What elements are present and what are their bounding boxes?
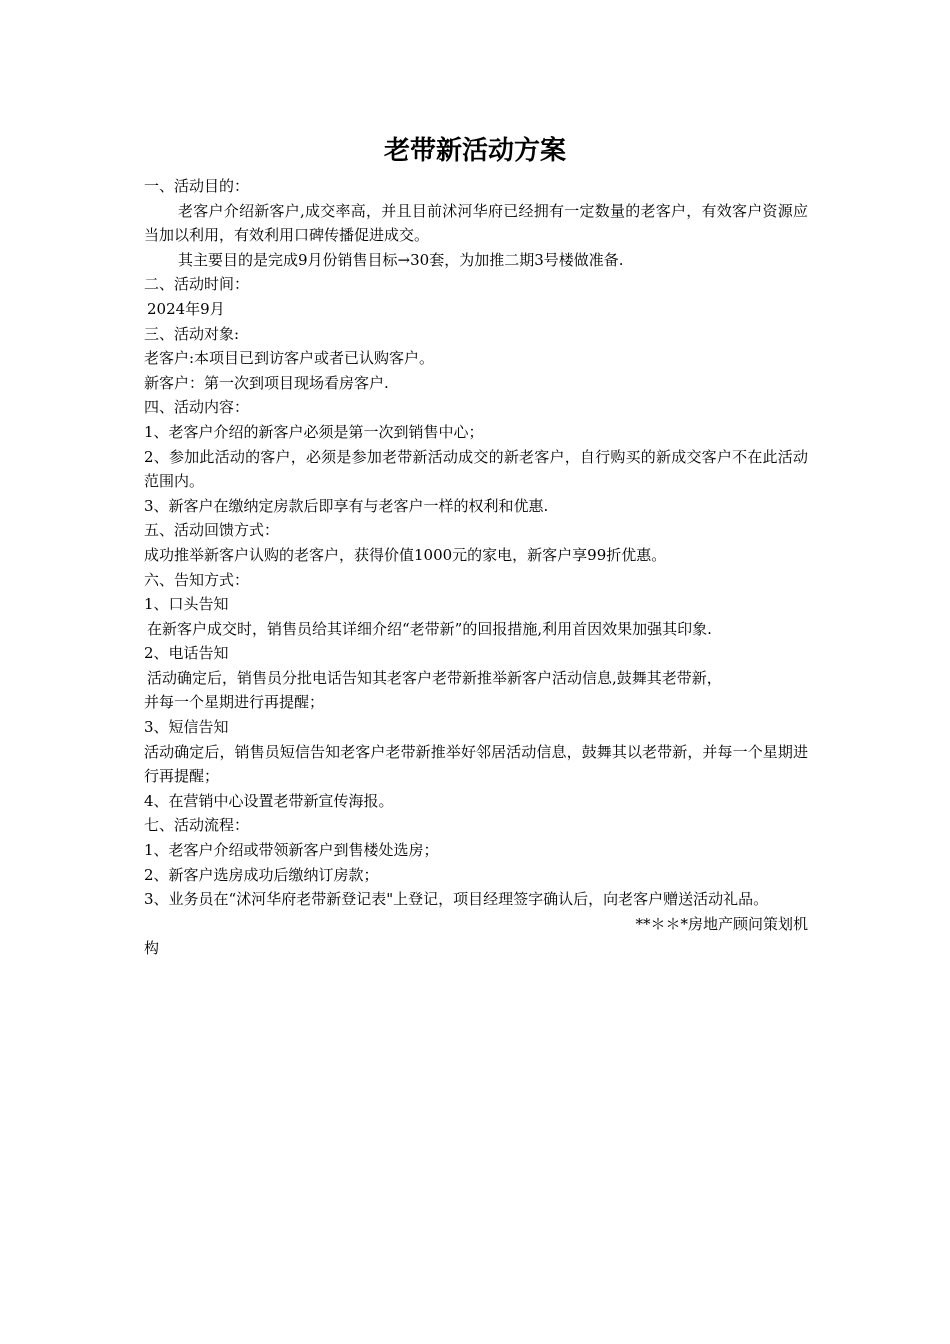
- subheading-sms-notice: 3、短信告知: [144, 718, 229, 737]
- section-heading-process: 七、活动流程：: [144, 816, 250, 835]
- list-item-content-3: 3、新客户在缴纳定房款后即享有与老客户一样的权利和优惠.: [144, 496, 549, 515]
- document-body: [144, 174, 808, 961]
- paragraph-new-customer: 新客户：第一次到项目现场看房客户.: [144, 373, 389, 392]
- section-heading-reward: 五、活动回馈方式：: [144, 521, 280, 540]
- list-item-process-2: 2、新客户选房成功后缴纳订房款；: [144, 865, 379, 884]
- section-heading-notice: 六、告知方式：: [144, 570, 250, 589]
- list-item-content-1: 1、老客户介绍的新客户必须是第一次到销售中心；: [144, 422, 484, 441]
- paragraph-old-customer: 老客户:本项目已到访客户或者已认购客户。: [144, 349, 435, 368]
- document-title: 老带新活动方案: [383, 136, 566, 166]
- paragraph-time: 2024年9月: [147, 299, 225, 318]
- subheading-phone-notice: 2、电话告知: [144, 644, 229, 663]
- list-item-content-2: 2、参加此活动的客户，必须是参加老带新活动成交的新老客户，自行购买的新成交客户不在此活动范围内。: [144, 447, 808, 491]
- list-item-process-3: 3、业务员在“沭河华府老带新登记表"上登记，项目经理签字确认后，向老客户赠送活动礼品。: [144, 890, 769, 909]
- paragraph-purpose-2: 其主要目的是完成9月份销售目标→30套，为加推二期3号楼做准备.: [178, 250, 624, 269]
- paragraph-phone-notice-2: 并每一个星期进行再提醒；: [144, 693, 325, 712]
- paragraph-sms-notice: 活动确定后，销售员短信告知老客户老带新推举好邻居活动信息，鼓舞其以老带新，并每一个星期进行再提醒；: [144, 742, 808, 786]
- paragraph-poster-notice: 4、在营销中心设置老带新宣传海报。: [144, 791, 394, 810]
- signature-organization: **＊＊*房地产顾问策划机: [635, 914, 808, 933]
- signature-organization-continued: 构: [144, 939, 160, 958]
- section-heading-purpose: 一、活动目的：: [144, 177, 250, 195]
- section-heading-target: 三、活动对象:: [144, 324, 240, 343]
- paragraph-purpose-1: 老客户介绍新客户,成交率高，并且目前沭河华府已经拥有一定数量的老客户，有效客户资源应当加以利用，有效利用口碑传播促进成交。: [144, 201, 808, 245]
- section-heading-time: 二、活动时间：: [144, 275, 250, 294]
- list-item-process-1: 1、老客户介绍或带领新客户到售楼处选房；: [144, 841, 439, 860]
- paragraph-phone-notice-1: 活动确定后，销售员分批电话告知其老客户老带新推举新客户活动信息,鼓舞其老带新，: [147, 668, 722, 687]
- subheading-verbal-notice: 1、口头告知: [144, 595, 229, 614]
- section-heading-content: 四、活动内容：: [144, 398, 250, 417]
- paragraph-reward: 成功推举新客户认购的老客户，获得价值1000元的家电，新客户享99折优惠。: [144, 545, 667, 564]
- paragraph-verbal-notice: 在新客户成交时，销售员给其详细介绍“老带新”的回报措施,利用首因效果加强其印象.: [147, 619, 712, 638]
